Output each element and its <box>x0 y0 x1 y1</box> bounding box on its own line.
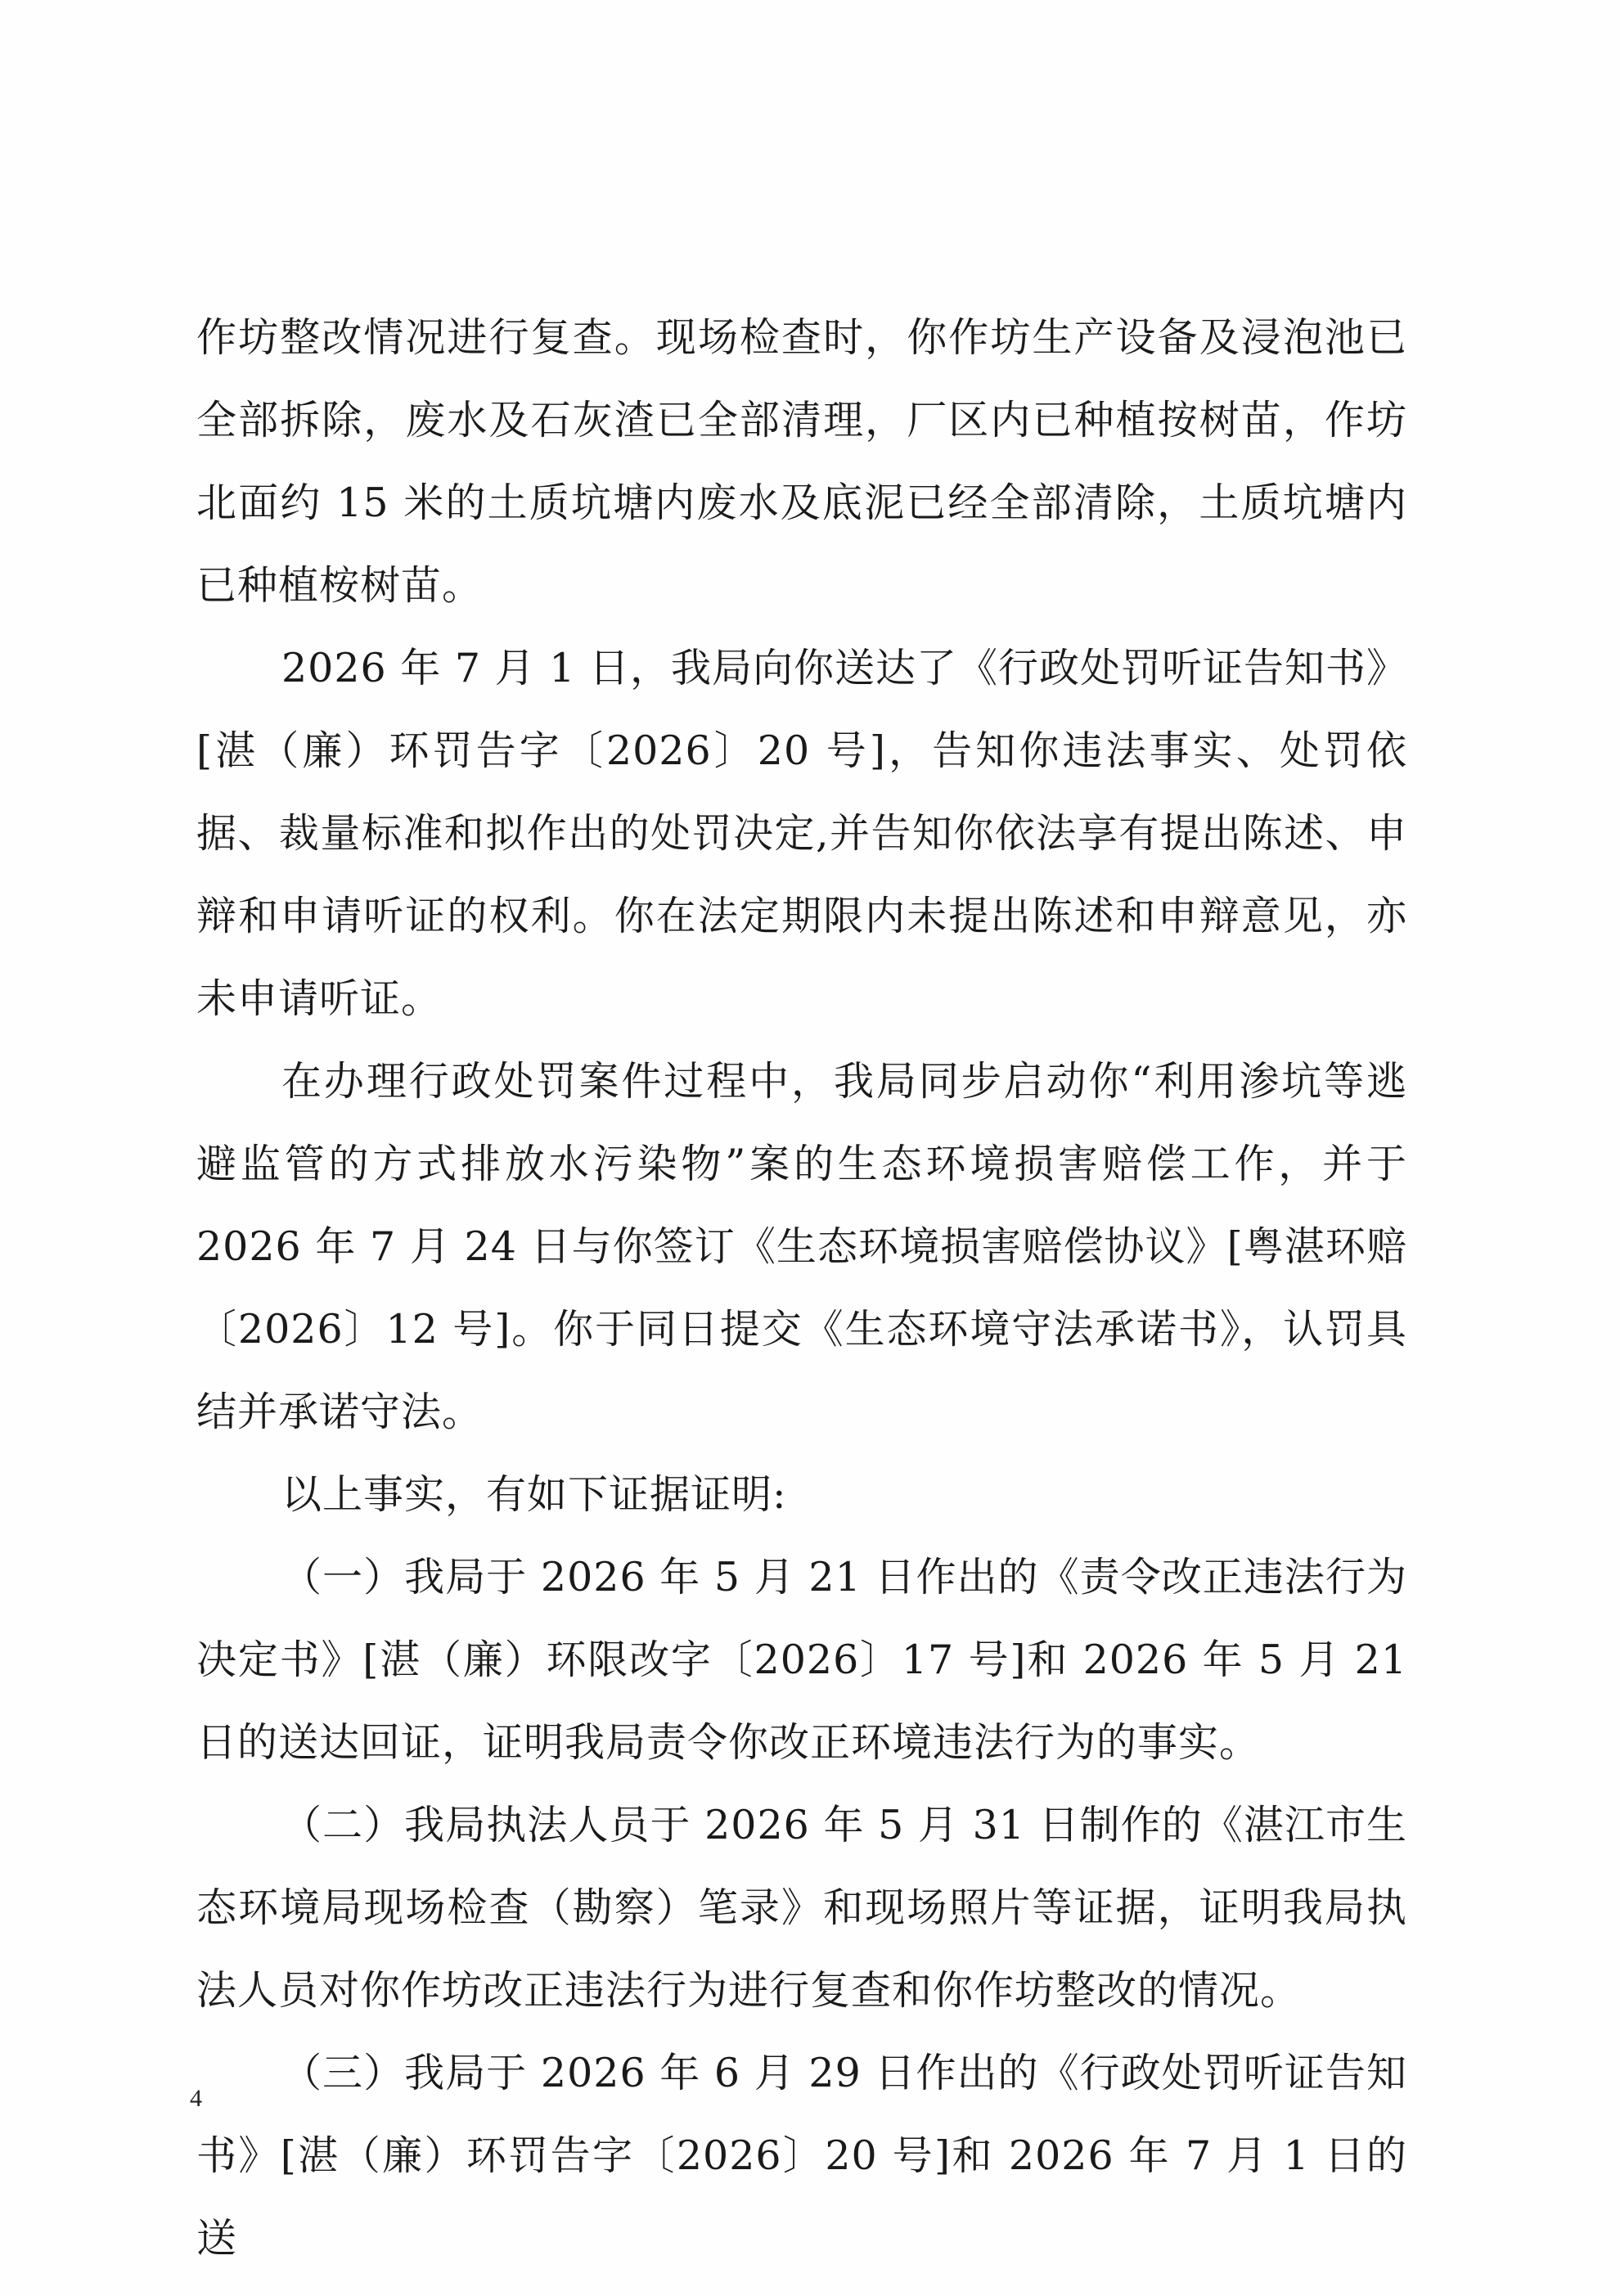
page-number: 4 <box>190 2085 202 2112</box>
document-body <box>196 296 1407 2280</box>
paragraph-evidence-3: （三）我局于 2026 年 6 月 29 日作出的《行政处罚听证告知书》[湛（廉）环罚告字〔2026〕20 号]和 2026 年 7 月 1 日的送 <box>196 2050 1407 2262</box>
paragraph-evidence-intro: 以上事实，有如下证据证明: <box>281 1471 787 1518</box>
paragraph-rectification-review: 作坊整改情况进行复查。现场检查时，你作坊生产设备及浸泡池已全部拆除，废水及石灰渣已全部清理，厂区内已种植按树苗，作坊北面约 15 米的土质坑塘内废水及底泥已经全部清除，土质坑塘内已种植桉树苗。 <box>196 314 1407 609</box>
paragraph-evidence-2: （二）我局执法人员于 2026 年 5 月 31 日制作的《湛江市生态环境局现场检查（勘察）笔录》和现场照片等证据，证明我局执法人员对你作坊改正违法行为进行复查和你作坊整改的情况。 <box>196 1802 1407 2014</box>
paragraph-evidence-1: （一）我局于 2026 年 5 月 21 日作出的《责令改正违法行为决定书》[湛（廉）环限改字〔2026〕17 号]和 2026 年 5 月 21 日的送达回证，证明我局责令你改正环境违法行为的事实。 <box>196 1554 1407 1766</box>
paragraph-damage-compensation: 在办理行政处罚案件过程中，我局同步启动你“利用渗坑等逃避监管的方式排放水污染物”案的生态环境损害赔偿工作，并于 2026 年 7 月 24 日与你签订《生态环境损害赔偿协议》[粤湛环赔〔2026〕12 号]。你于同日提交《生态环境守法承诺书》，认罚具结并承诺守法。 <box>196 1058 1407 1435</box>
paragraph-hearing-notice: 2026 年 7 月 1 日，我局向你送达了《行政处罚听证告知书》[湛（廉）环罚告字〔2026〕20 号]，告知你违法事实、处罚依据、裁量标准和拟作出的处罚决定,并告知你依法享有提出陈述、申辩和申请听证的权利。你在法定期限内未提出陈述和申辩意见，亦未申请听证。 <box>196 645 1407 1022</box>
